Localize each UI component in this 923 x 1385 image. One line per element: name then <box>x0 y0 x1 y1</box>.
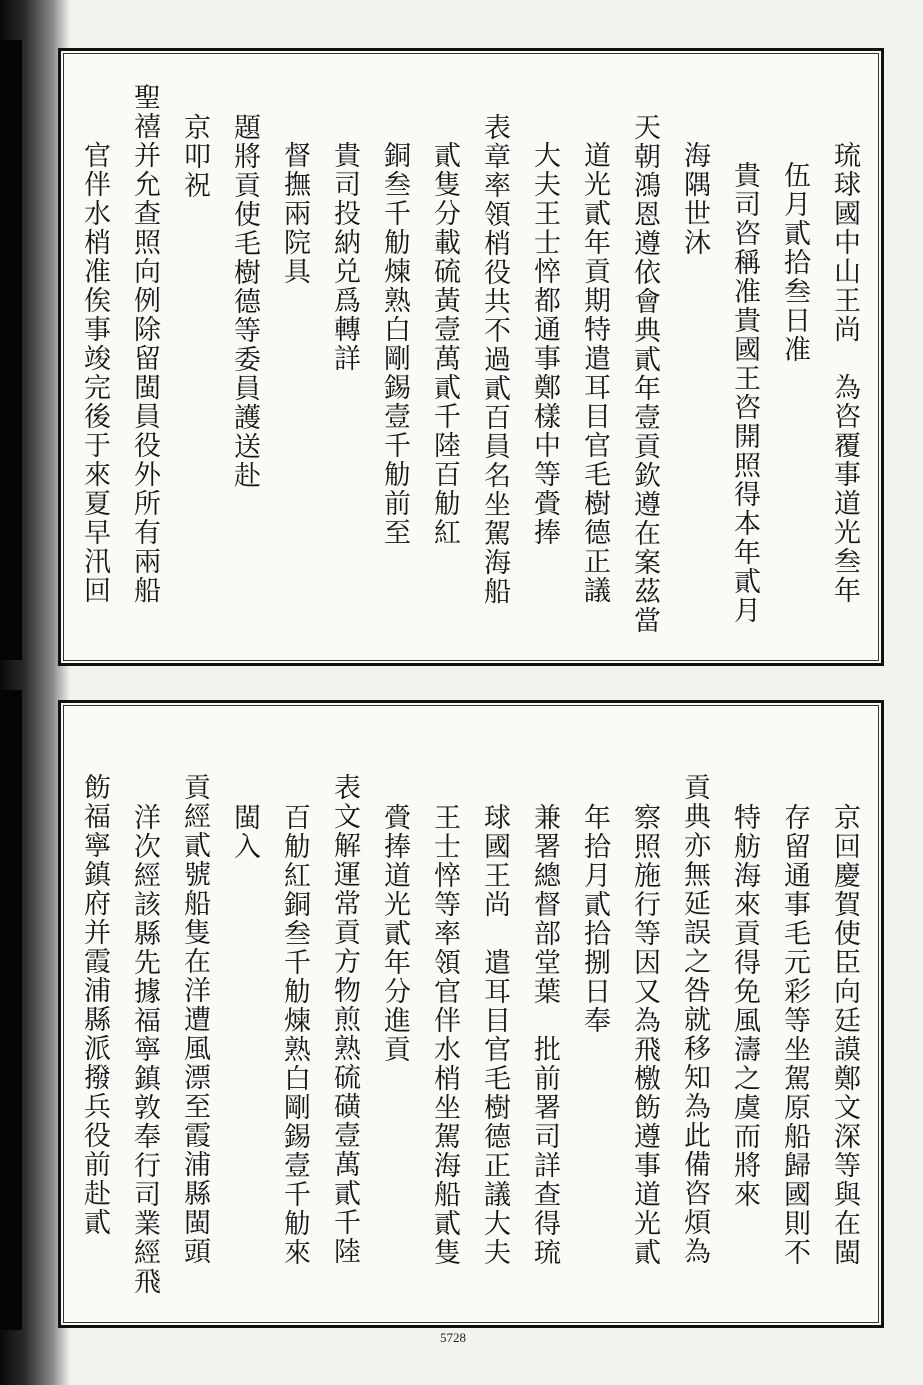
text-column: 道光貳年貢期特遣耳目官毛樹德正議 <box>579 141 610 605</box>
text-column: 貢典亦無延誤之咎就移知為此備咨煩為 <box>679 773 710 1266</box>
book-gutter-bottom <box>0 690 22 1330</box>
text-column: 存留通事毛元彩等坐駕原船歸國則不 <box>779 803 810 1267</box>
text-column: 賫捧道光貳年分進貢 <box>379 803 410 1064</box>
text-column: 大夫王士悴都通事鄭樣中等賫捧 <box>529 141 560 547</box>
text-column: 貴司投納兑爲轉詳 <box>329 141 360 373</box>
text-column: 貴司咨稱准貴國王咨開照得本年貳月 <box>729 161 760 625</box>
text-column: 聖禧并允查照向例除留閩員役外所有兩船 <box>129 83 160 605</box>
text-column: 京回慶賀使臣向廷謨鄭文深等與在閩 <box>829 803 860 1267</box>
text-column: 飭福寧鎮府并霞浦縣派撥兵役前赴貳 <box>79 773 110 1237</box>
page-number: 5728 <box>440 1330 466 1345</box>
text-column: 王士悴等率領官伴水梢坐駕海船貳隻 <box>429 803 460 1267</box>
text-column: 閩入 <box>229 803 260 861</box>
text-column: 表文解運常貢方物煎熟硫磺壹萬貳千陸 <box>329 773 360 1266</box>
text-column: 督撫兩院具 <box>279 141 310 286</box>
text-column: 百觔紅銅叁千觔煉熟白剛錫壹千觔來 <box>279 803 310 1267</box>
text-column: 琉球國中山王尚 為咨覆事道光叁年 <box>829 141 860 605</box>
text-column: 表章率領梢役共不過貳百員名坐駕海船 <box>479 113 510 606</box>
text-column: 京叩祝 <box>179 113 210 200</box>
text-column: 兼署總督部堂葉 批前署司詳查得琉 <box>529 803 560 1267</box>
text-column: 貢經貳號船隻在洋遭風漂至霞浦縣閩頭 <box>179 773 210 1266</box>
text-column: 銅叁千觔煉熟白剛錫壹千觔前至 <box>379 141 410 547</box>
text-column: 特舫海來貢得免風濤之虞而將來 <box>729 803 760 1209</box>
text-column: 官伴水梢准俟事竣完後于來夏早汛回 <box>79 141 110 605</box>
text-column: 海隅世沐 <box>679 141 710 257</box>
book-gutter-top <box>0 40 22 660</box>
manuscript-panel-bottom <box>58 700 884 1328</box>
text-column: 伍月貳拾叁日准 <box>779 161 810 364</box>
text-column: 題將貢使毛樹德等委員護送赴 <box>229 113 260 490</box>
text-column: 球國王尚 遣耳目官毛樹德正議大夫 <box>479 803 510 1267</box>
manuscript-panel-top <box>58 48 884 666</box>
text-column: 貳隻分載硫黃壹萬貳千陸百觔紅 <box>429 141 460 547</box>
text-column: 洋次經該縣先據福寧鎮敦奉行司業經飛 <box>129 803 160 1296</box>
text-column: 年拾月貳拾捌日奉 <box>579 803 610 1035</box>
text-column: 察照施行等因又為飛檄飭遵事道光貳 <box>629 803 660 1267</box>
text-column: 天朝鴻恩遵依會典貳年壹貢欽遵在案茲當 <box>629 113 660 635</box>
